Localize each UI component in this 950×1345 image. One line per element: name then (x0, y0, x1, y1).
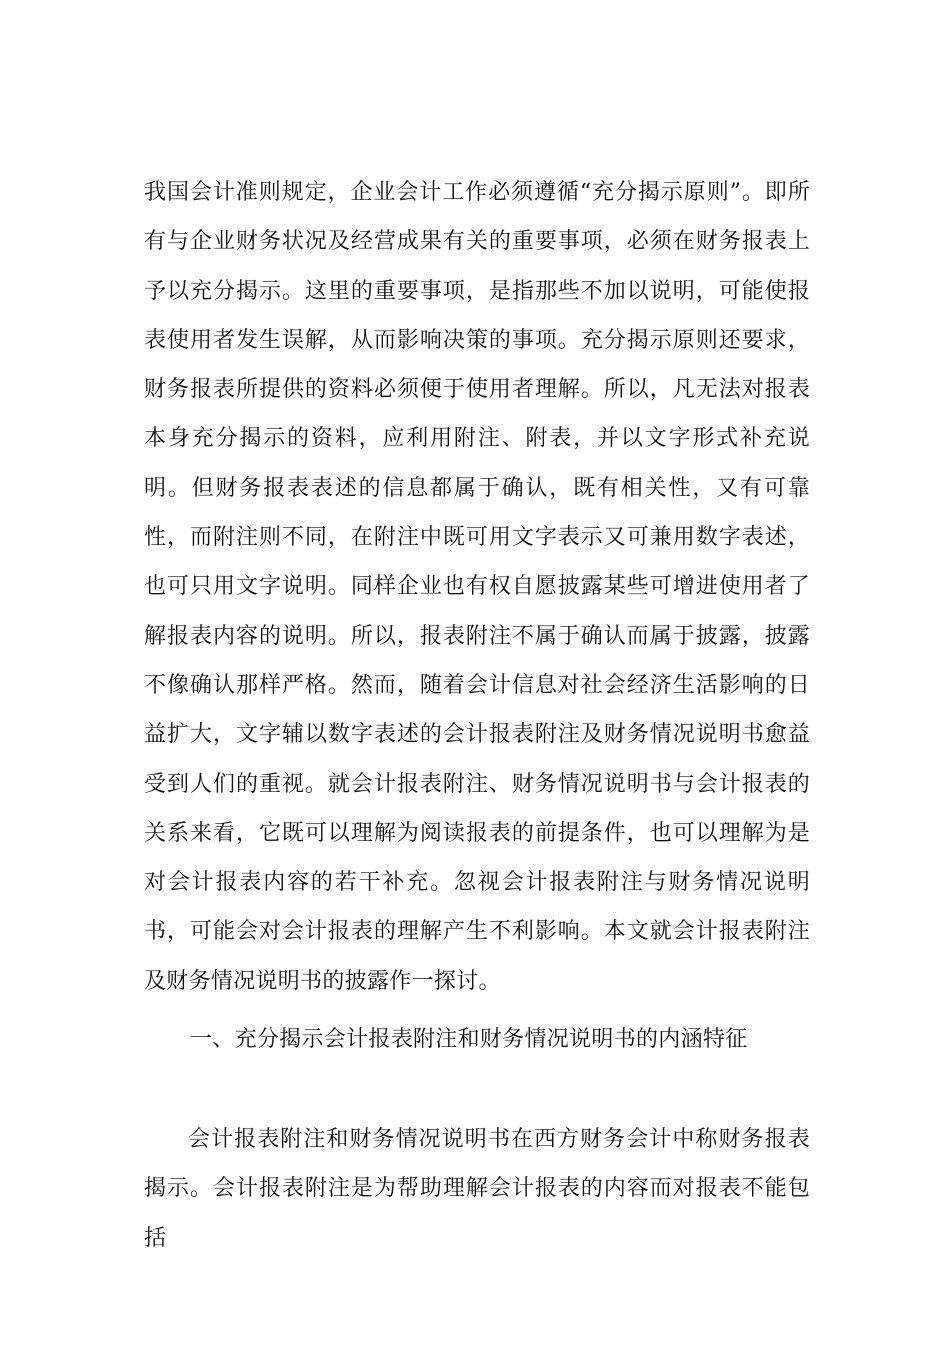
body-paragraph-section-1: 会计报表附注和财务情况说明书在西方财务会计中称财务报表揭示。会计报表附注是为帮助理解会计报表的内容而对报表不能包括 (144, 1127, 810, 1251)
section-heading-1: 一、充分揭示会计报表附注和财务情况说明书的内涵特征 (190, 1027, 748, 1052)
body-paragraph-intro: 我国会计准则规定，企业会计工作必须遵循“充分揭示原则”。即所有与企业财务状况及经营成果有关的重要事项，必须在财务报表上予以充分揭示。这里的重要事项，是指那些不加以说明，可能使报表使用者发生误解，从而影响决策的事项。充分揭示原则还要求，财务报表所提供的资料必须便于使用者理解。所以，凡无法对报表本身充分揭示的资料，应利用附注、附表，并以文字形式补充说明。但财务报表表述的信息都属于确认，既有相关性，又有可靠性，而附注则不同，在附注中既可用文字表示又可兼用数字表述，也可只用文字说明。同样企业也有权自愿披露某些可增进使用者了解报表内容的说明。所以，报表附注不属于确认而属于披露，披露不像确认那样严格。然而，随着会计信息对社会经济生活影响的日益扩大，文字辅以数字表述的会计报表附注及财务情况说明书愈益受到人们的重视。就会计报表附注、财务情况说明书与会计报表的关系来看，它既可以理解为阅读报表的前提条件，也可以理解为是对会计报表内容的若干补充。忽视会计报表附注与财务情况说明书，可能会对会计报表的理解产生不利影响。本文就会计报表附注及财务情况说明书的披露作一探讨。 (144, 180, 810, 994)
